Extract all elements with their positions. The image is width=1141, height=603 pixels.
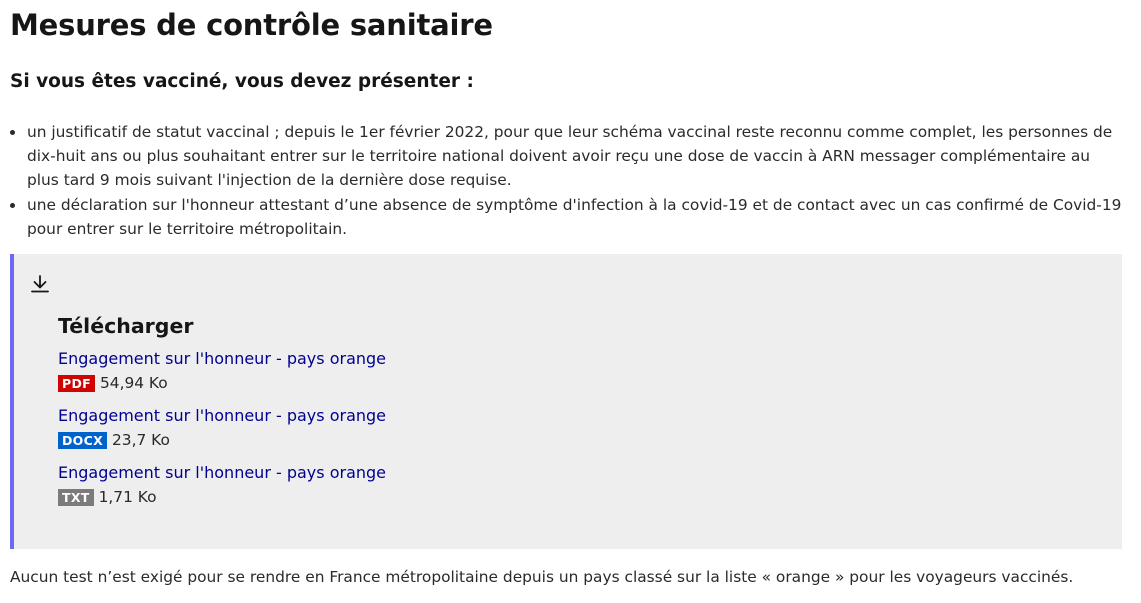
requirements-list	[10, 120, 1122, 241]
file-size: 1,71 Ko	[98, 488, 157, 506]
file-item-txt	[58, 462, 386, 507]
file-item-docx	[58, 405, 386, 450]
download-panel	[10, 254, 1122, 549]
info-paragraph: Aucun test n’est exigé pour se rendre en France métropolitaine depuis un pays classé sur la liste « orange » pour les voyageurs vaccinés.	[10, 568, 1074, 586]
file-size: 23,7 Ko	[112, 431, 170, 449]
download-icon	[28, 272, 52, 296]
file-item-pdf	[58, 348, 386, 393]
download-title: Télécharger	[58, 314, 194, 338]
page-title: Mesures de contrôle sanitaire	[10, 8, 493, 42]
format-badge: PDF	[58, 375, 95, 392]
format-badge: TXT	[58, 489, 94, 506]
list-item: un justificatif de statut vaccinal ; depuis le 1er février 2022, pour que leur schéma vaccinal reste reconnu comme complet, les personnes de dix-huit ans ou plus souhaitant entrer sur le territoire national doivent avoir reçu une dose de vaccin à ARN messager complémentaire au plus tard 9 mois suivant l'injection de la dernière dose requise.	[10, 120, 1122, 193]
list-item: une déclaration sur l'honneur attestant d’une absence de symptôme d'infection à la covid-19 et de contact avec un cas confirmé de Covid-19 pour entrer sur le territoire métropolitain.	[10, 193, 1122, 241]
file-size: 54,94 Ko	[99, 374, 168, 392]
file-link[interactable]: Engagement sur l'honneur - pays orange	[58, 406, 387, 425]
file-link[interactable]: Engagement sur l'honneur - pays orange	[58, 349, 387, 368]
section-subtitle: Si vous êtes vacciné, vous devez présenter :	[10, 71, 474, 92]
file-link[interactable]: Engagement sur l'honneur - pays orange	[58, 463, 387, 482]
format-badge: DOCX	[58, 432, 107, 449]
